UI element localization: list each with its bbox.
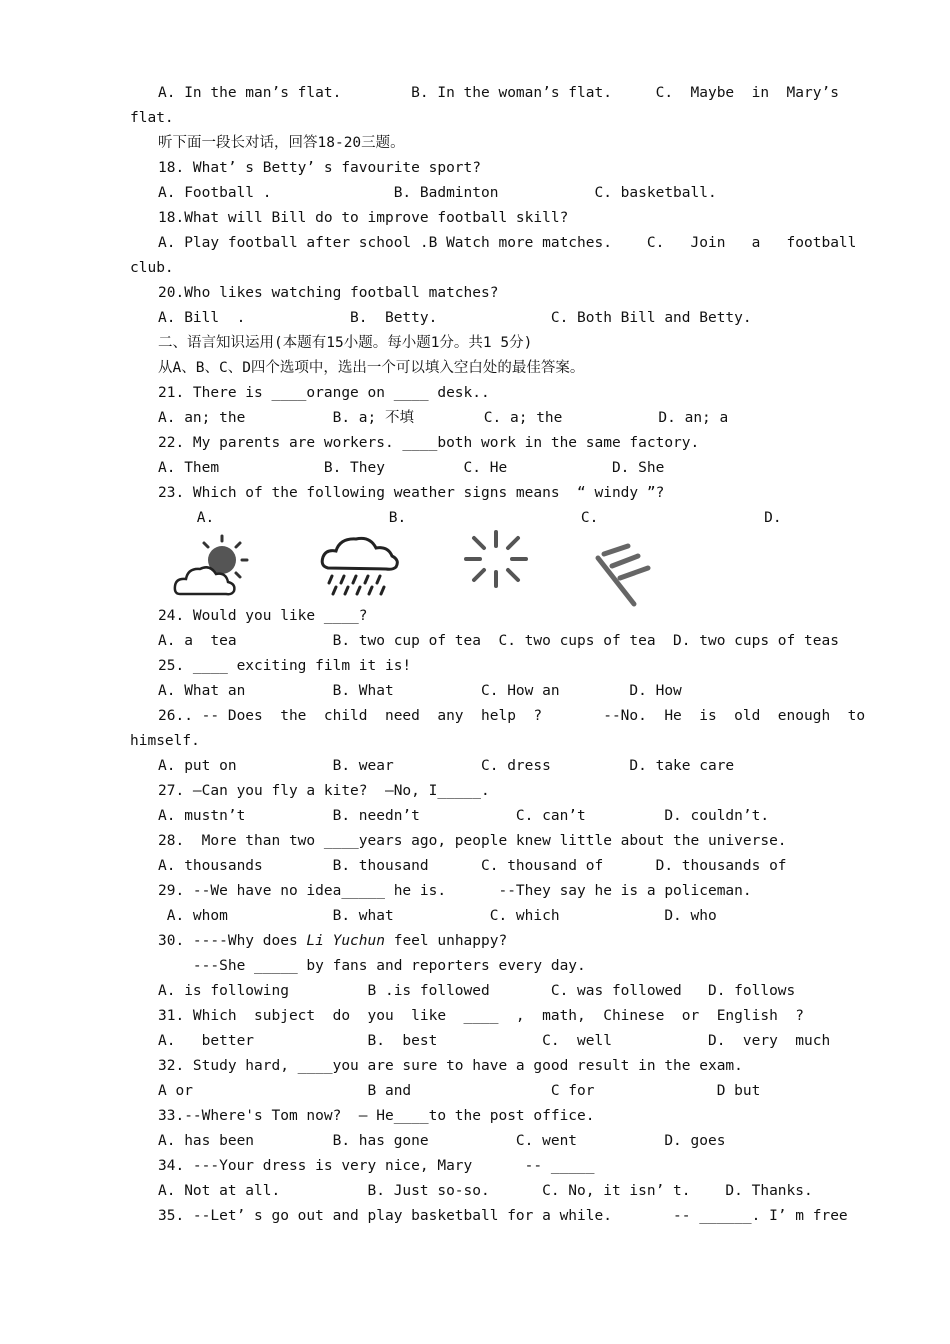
options-20: A. Bill . B. Betty. C. Both Bill and Betty.: [158, 310, 752, 326]
options-23-labels: A. B. C. D.: [188, 510, 782, 526]
wind-flag-icon: [590, 540, 662, 608]
partly-sunny-icon: [170, 532, 260, 604]
options-19-cont: club.: [130, 260, 174, 276]
options-22: A. Them B. They C. He D. She: [158, 460, 665, 476]
question-25: 25. ____ exciting film it is!: [158, 658, 412, 674]
options-25: A. What an B. What C. How an D. How: [158, 683, 682, 699]
person-name: Li Yuchun: [306, 933, 385, 949]
question-26: 26.. -- Does the child need any help ? --No. He is old enough to: [158, 708, 866, 724]
question-24: 24. Would you like ____?: [158, 608, 368, 624]
options-28: A. thousands B. thousand C. thousand of D. thousands of: [158, 858, 787, 874]
rain-cloud-icon: [318, 532, 404, 604]
question-30: 30. ----Why does Li Yuchun feel unhappy?: [158, 933, 508, 949]
question-23: 23. Which of the following weather signs means “ windy ”?: [158, 485, 665, 501]
question-32: 32. Study hard, ____you are sure to have a good result in the exam.: [158, 1058, 743, 1074]
text-line-2: flat.: [130, 110, 174, 126]
question-30-reply: ---She _____ by fans and reporters every day.: [158, 958, 586, 974]
options-27: A. mustn’t B. needn’t C. can’t D. couldn’t.: [158, 808, 770, 824]
options-33: A. has been B. has gone C. went D. goes: [158, 1133, 726, 1149]
options-29: A. whom B. what C. which D. who: [158, 908, 717, 924]
options-32: A or B and C for D but: [158, 1083, 761, 1099]
question-33: 33.--Where's Tom now? — He____to the post office.: [158, 1108, 595, 1124]
question-35: 35. --Let’ s go out and play basketball for a while. -- ______. I’ m free: [158, 1208, 848, 1224]
options-30: A. is following B .is followed C. was followed D. follows: [158, 983, 796, 999]
question-28: 28. More than two ____years ago, people knew little about the universe.: [158, 833, 787, 849]
options-18: A. Football . B. Badminton C. basketball.: [158, 185, 717, 201]
options-19: A. Play football after school .B Watch more matches. C. Join a football: [158, 235, 857, 251]
question-26-cont: himself.: [130, 733, 200, 749]
options-26: A. put on B. wear C. dress D. take care: [158, 758, 735, 774]
sun-icon: [460, 528, 532, 592]
question-21: 21. There is ____orange on ____ desk..: [158, 385, 490, 401]
question-31: 31. Which subject do you like ____ , math, Chinese or English ?: [158, 1008, 805, 1024]
question-18: 18. What’ s Betty’ s favourite sport?: [158, 160, 482, 176]
question-19: 18.What will Bill do to improve football skill?: [158, 210, 569, 226]
question-22: 22. My parents are workers. ____both work in the same factory.: [158, 435, 700, 451]
options-31: A. better B. best C. well D. very much: [158, 1033, 831, 1049]
question-27: 27. —Can you fly a kite? —No, I_____.: [158, 783, 490, 799]
question-20: 20.Who likes watching football matches?: [158, 285, 499, 301]
section-instruction: 从A、B、C、D四个选项中，选出一个可以填入空白处的最佳答案。: [158, 360, 585, 376]
section-note: 听下面一段长对话，回答18-20三题。: [158, 135, 405, 151]
options-21: A. an; the B. a; 不填 C. a; the D. an; a: [158, 410, 729, 426]
question-34: 34. ---Your dress is very nice, Mary -- _____: [158, 1158, 595, 1174]
options-34: A. Not at all. B. Just so-so. C. No, it isn’ t. D. Thanks.: [158, 1183, 813, 1199]
question-29: 29. --We have no idea_____ he is. --They say he is a policeman.: [158, 883, 752, 899]
options-24: A. a tea B. two cup of tea C. two cups of tea D. two cups of teas: [158, 633, 839, 649]
section-heading: 二、语言知识运用(本题有15小题。每小题1分。共1 5分): [158, 335, 533, 351]
text-line-1: A. In the man’s flat. B. In the woman’s flat. C. Maybe in Mary’s: [158, 85, 839, 101]
